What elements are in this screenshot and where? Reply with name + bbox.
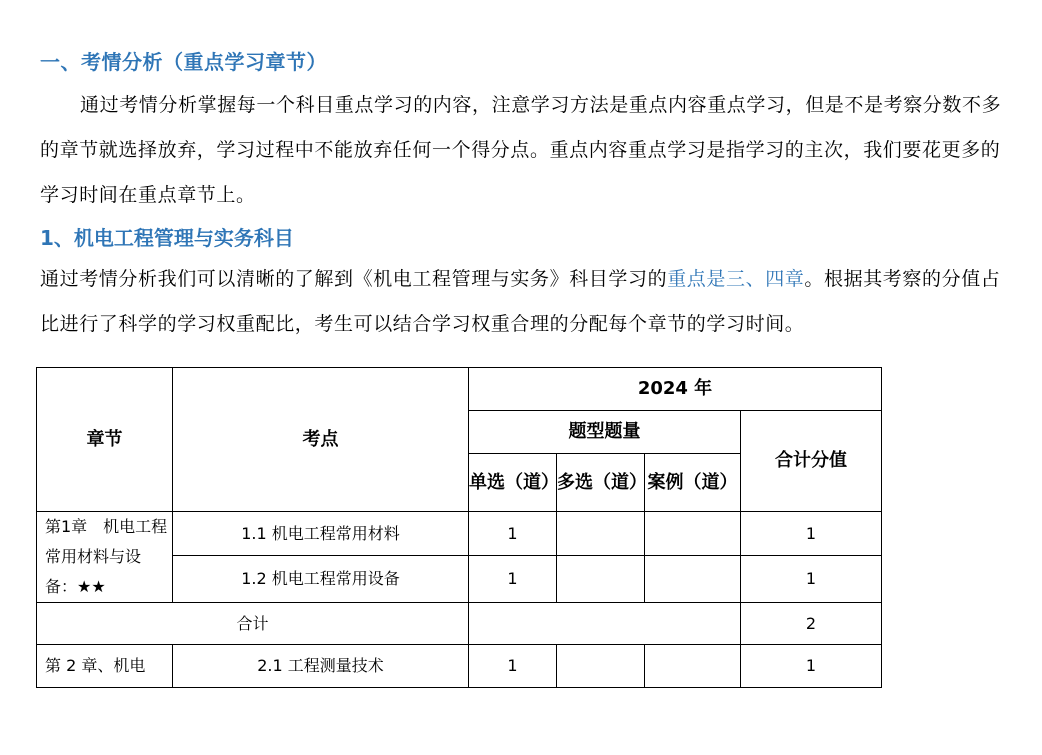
point-cell: 1.1 机电工程常用材料 [173,512,469,556]
header-point: 考点 [173,368,469,512]
chapter-2-label: 第 2 章、机电 [37,645,173,688]
header-chapter: 章节 [37,368,173,512]
intro-paragraph: 通过考情分析掌握每一个科目重点学习的内容，注意学习方法是重点内容重点学习，但是不是考察分数不多的章节就选择放弃，学习过程中不能放弃任何一个得分点。重点内容重点学习是指学习的主次，我们要花更多的学习时间在重点章节上。 [40,94,1002,206]
subtotal-total: 2 [741,603,882,645]
exam-analysis-table [36,367,882,688]
multi-cell [557,556,645,603]
point-cell: 2.1 工程测量技术 [173,645,469,688]
point-cell: 1.2 机电工程常用设备 [173,556,469,603]
header-total-score: 合计分值 [741,411,882,512]
table-row [37,512,882,556]
total-cell: 1 [741,645,882,688]
multi-cell [557,645,645,688]
header-year: 2024 年 [469,368,882,411]
total-cell: 1 [741,512,882,556]
subtotal-row [37,603,882,645]
header-single-choice: 单选（道） [469,454,557,512]
single-cell: 1 [469,645,557,688]
table-row [37,645,882,688]
paragraph-text-before: 通过考情分析我们可以清晰的了解到《机电工程管理与实务》科目学习的 [40,268,668,290]
case-cell [645,512,741,556]
total-cell: 1 [741,556,882,603]
header-case: 案例（道） [645,454,741,512]
paragraph-text-after: 。根据其考察的分值占比进行了科学的学习权重配比，考生可以结合学习权重合理的分配每个章节的学习时间。 [40,268,1001,335]
single-cell: 1 [469,512,557,556]
subsection-heading: 1、机电工程管理与实务科目 [40,226,294,250]
case-cell [645,556,741,603]
analysis-paragraph [40,257,1010,347]
subtotal-label: 合计 [37,603,469,645]
single-cell: 1 [469,556,557,603]
subtotal-value [469,603,741,645]
highlight-text: 重点是三、四章 [667,268,805,290]
header-question-type: 题型题量 [469,411,741,454]
multi-cell [557,512,645,556]
chapter-1-label: 第1章 机电工程常用材料与设备：★★ [37,512,173,603]
case-cell [645,645,741,688]
header-multi-choice: 多选（道） [557,454,645,512]
section-heading: 一、考情分析（重点学习章节） [40,50,327,74]
